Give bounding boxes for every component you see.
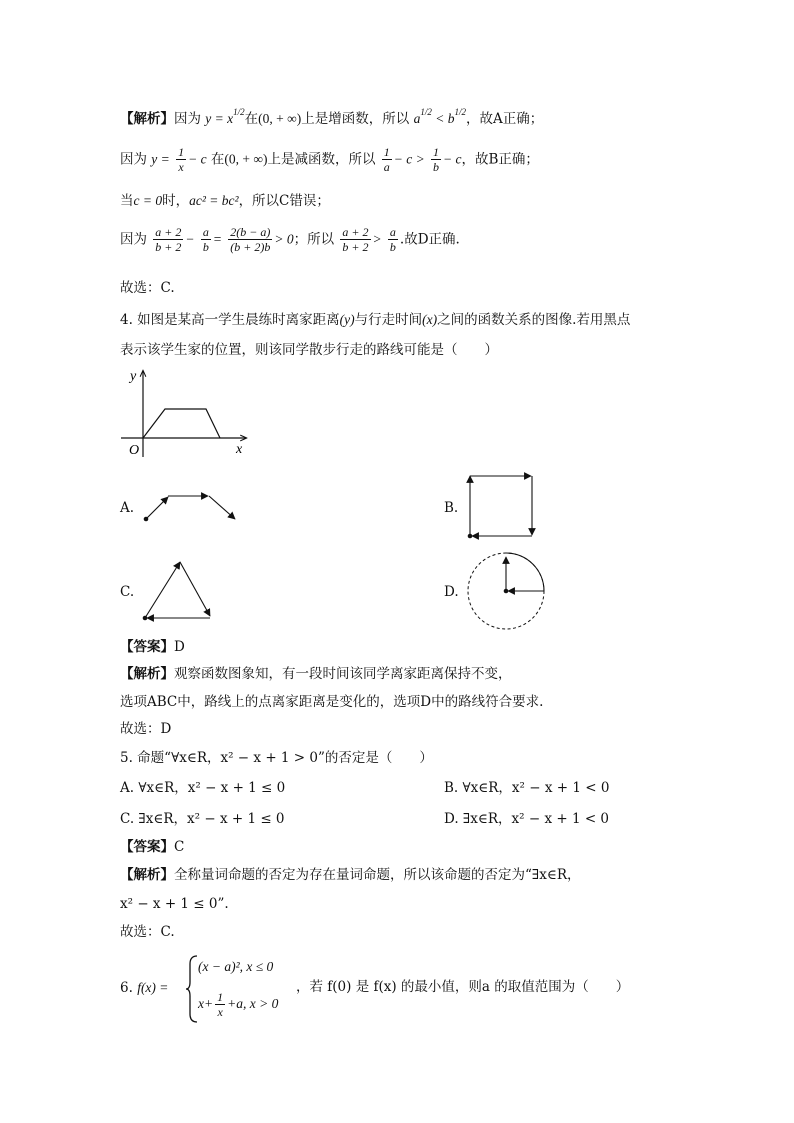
x-axis-label: x (236, 442, 243, 457)
q5-answer: 【答案】C (120, 839, 185, 855)
q4-answer: 【答案】D (120, 639, 185, 655)
q4-option-b-label: B. (444, 500, 459, 516)
q5-option-d: D. ∃x∈R，x² − x + 1 < 0 (444, 811, 610, 827)
q4-option-a-route (138, 488, 242, 528)
q4-stem-line-1: 4. 如图是某高一学生晨练时离家距离(y)与行走时间(x)之间的函数关系的图像.若用黑点 (120, 312, 631, 328)
q6-piece-1: (x − a)², x ≤ 0 (198, 959, 274, 974)
q5-option-c: C. ∃x∈R，x² − x + 1 ≤ 0 (120, 811, 285, 827)
q5-analysis-line-2: x² − x + 1 ≤ 0”. (120, 896, 229, 912)
q3-choose: 故选：C. (120, 280, 175, 296)
q3-analysis-line-1: 【解析】因为 $y = x^{1/2}$在(0, + ∞)上是增函数，所以 $a^{1/2} < b^{1/2}$，故A正确； (120, 107, 544, 127)
q3-analysis-line-4: 因为 $\frac{a + 2}{b + 2}$ − $\frac{a}{b}$ = $\frac{2(b - a)}{(b + 2)b}$ > 0；所以 $\frac{a + 2}{b + 2}$ > $\frac{a}{b}$ .故D正确. (120, 225, 460, 255)
y-axis-label: y (130, 369, 137, 384)
q4-analysis-line-1: 【解析】观察函数图象知，有一段时间该同学离家距离保持不变， (120, 666, 512, 682)
origin-label: O (129, 443, 140, 458)
q3-analysis-line-2: 因为 y = $\frac{1}{x}$ − c 在(0, + ∞)上是减函数，所以 $\frac{1}{a}$ − c > $\frac{1}{b}$ − c，故B正确； (120, 145, 539, 175)
q3-analysis-line-3: 当c = 0时，ac² = bc²，所以C错误； (120, 193, 330, 209)
q5-choose: 故选：C. (120, 924, 175, 940)
q6-number: 6. f(x) = (120, 980, 169, 996)
q6-tail: ，若 f(0) 是 f(x) 的最小值，则a 的取值范围为（ ） (296, 979, 630, 995)
q4-option-a-label: A. (120, 500, 135, 516)
q4-analysis-line-2: 选项ABC中，路线上的点离家距离是变化的，选项D中的路线符合要求. (120, 694, 544, 710)
q5-stem: 5. 命题“∀x∈R，x² − x + 1 > 0”的否定是（ ） (120, 750, 433, 766)
q6-brace (185, 954, 199, 1024)
q4-function-graph (118, 365, 250, 460)
q5-analysis-line-1: 【解析】全称量词命题的否定为存在量词命题，所以该命题的否定为“∃x∈R， (120, 867, 581, 883)
q4-option-d-label: D. (444, 584, 459, 600)
q6-piece-2: x+ $\frac{1}{x}$ +a, x > 0 (198, 990, 279, 1020)
q4-option-d-route (464, 548, 550, 634)
q4-choose: 故选：D (120, 721, 172, 737)
q5-option-b: B. ∀x∈R，x² − x + 1 < 0 (444, 780, 610, 796)
q4-stem-line-2: 表示该学生家的位置，则该同学散步行走的路线可能是（ ） (120, 342, 498, 358)
distance-curve (143, 409, 220, 438)
q4-option-b-route (462, 469, 542, 541)
q4-option-c-label: C. (120, 584, 135, 600)
q4-option-c-route (138, 554, 218, 622)
analysis-label: 【解析】 (120, 111, 174, 127)
q5-option-a: A. ∀x∈R，x² − x + 1 ≤ 0 (120, 780, 286, 796)
